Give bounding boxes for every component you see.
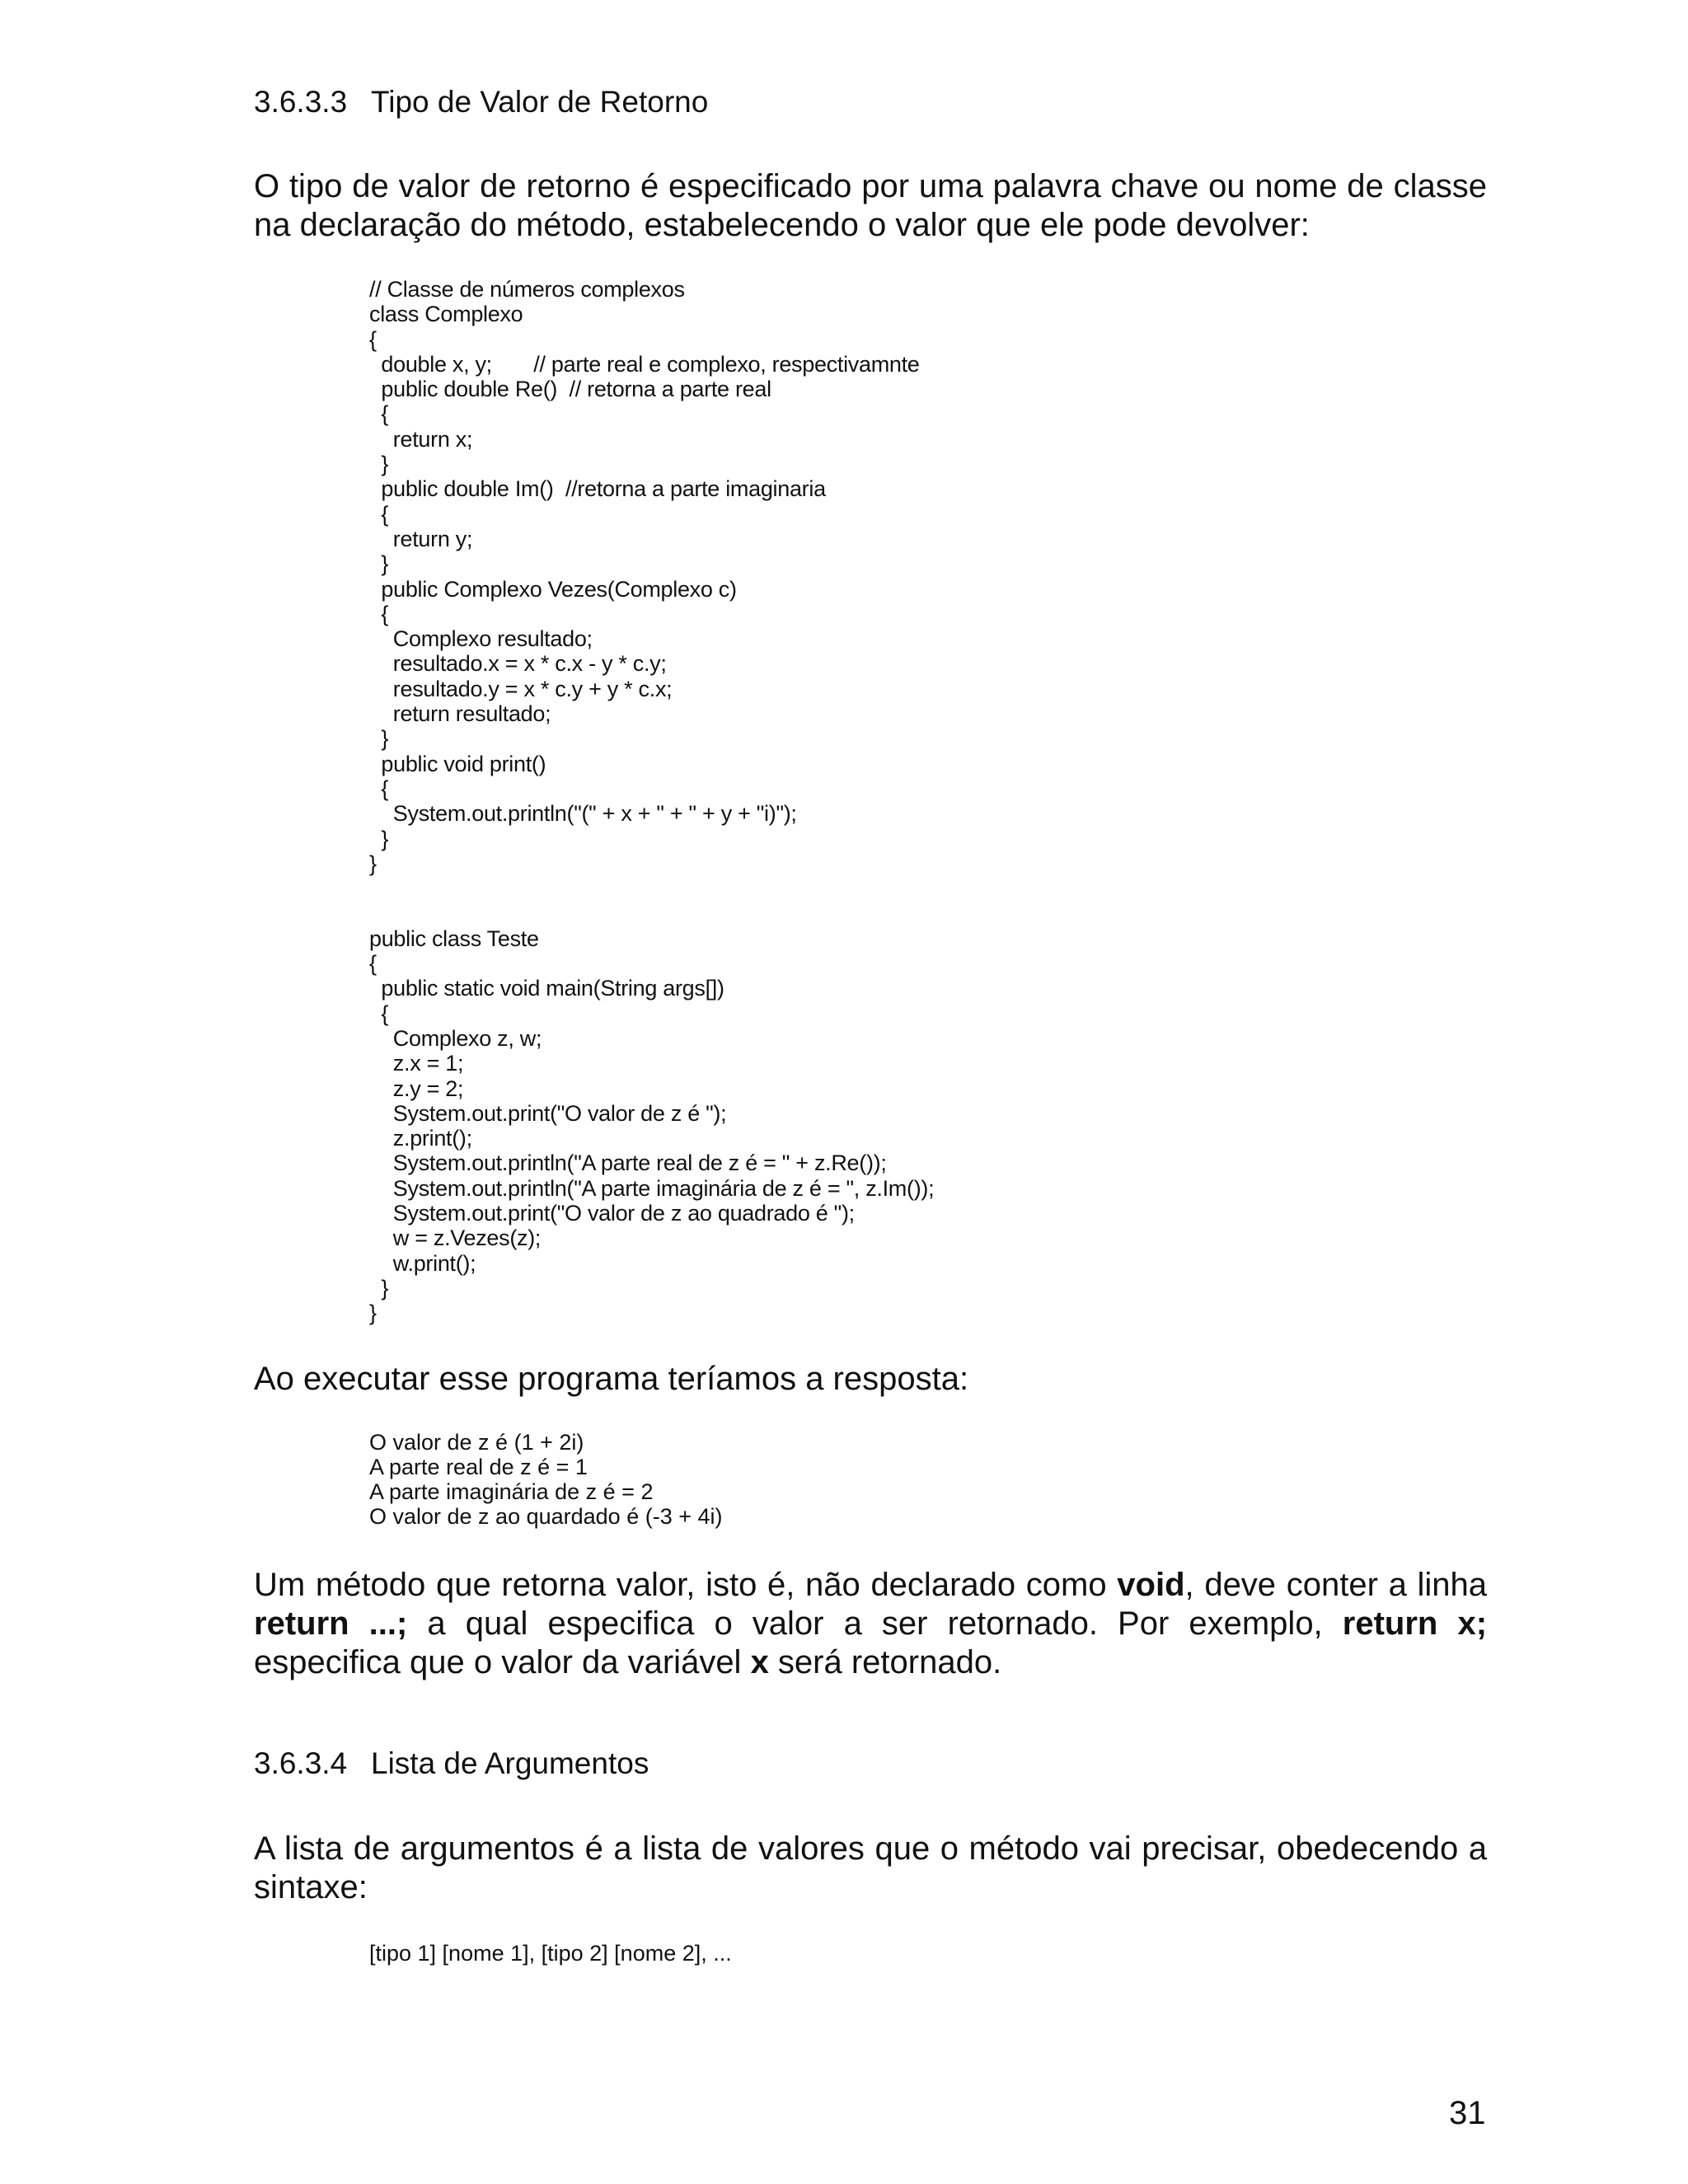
section-title: Lista de Argumentos (371, 1746, 649, 1780)
result-intro-paragraph: Ao executar esse programa teríamos a resposta: (254, 1361, 969, 1397)
code-line: return resultado; (369, 701, 551, 727)
keyword-return-x: return x; (1342, 1605, 1488, 1642)
code-line: resultado.x = x * c.x - y * c.y; (369, 651, 667, 677)
intro-paragraph: O tipo de valor de retorno é especificado por uma palavra chave ou nome de classe na declaração do método, estabelecendo o valor que ele pode devolver: (254, 168, 1487, 243)
code-line: z.y = 2; (369, 1076, 464, 1101)
return-paragraph-text-1: Um método que retorna valor, isto é, não declarado como (254, 1567, 1118, 1603)
code-line: // Classe de números complexos (369, 277, 685, 302)
return-paragraph-text-2: , deve conter a linha (1184, 1567, 1488, 1603)
code-line: public Complexo Vezes(Complexo c) (369, 576, 737, 602)
code-line: resultado.y = x * c.y + y * c.x; (369, 676, 673, 701)
code-line: z.print(); (369, 1126, 472, 1151)
args-syntax: [tipo 1] [nome 1], [tipo 2] [nome 2], ... (369, 1941, 732, 1966)
code-line: { (369, 401, 389, 427)
return-paragraph-text-5: será retornado. (768, 1644, 1002, 1680)
code-line: System.out.print("O valor de z é "); (369, 1100, 727, 1126)
code-line: } (369, 726, 389, 752)
code-line: double x, y; // parte real e complexo, respectivamnte (369, 351, 920, 377)
keyword-x: x (750, 1644, 769, 1680)
code-line: w = z.Vezes(z); (369, 1226, 542, 1251)
code-line: { (369, 501, 389, 527)
output-line: O valor de z é (1 + 2i) (369, 1430, 584, 1455)
code-block-complexo (369, 277, 934, 1325)
code-line (369, 901, 934, 926)
code-line: System.out.println("A parte imaginária de z é = ", z.Im()); (369, 1175, 935, 1201)
page-number: 31 (1449, 2095, 1486, 2131)
code-line: public double Im() //retorna a parte imaginaria (369, 476, 826, 502)
code-line: System.out.println("(" + x + " + " + y + "i)"); (369, 801, 797, 827)
code-line: public double Re() // retorna a parte real (369, 377, 771, 402)
section-number: 3.6.3.3 (254, 85, 348, 119)
section-number: 3.6.3.4 (254, 1746, 348, 1780)
code-line: { (369, 776, 389, 801)
return-paragraph-text-4: especifica que o valor da variável (254, 1644, 751, 1680)
code-line: z.x = 1; (369, 1051, 464, 1076)
code-line: Complexo resultado; (369, 626, 593, 652)
code-line: { (369, 951, 377, 977)
code-line: } (369, 551, 389, 577)
return-paragraph (254, 1566, 1487, 1682)
code-line: class Complexo (369, 302, 523, 327)
code-line: Complexo z, w; (369, 1025, 542, 1051)
output-line: A parte real de z é = 1 (369, 1455, 588, 1479)
code-line: } (369, 452, 389, 477)
code-line: System.out.print("O valor de z ao quadrado é "); (369, 1200, 855, 1226)
code-line: } (369, 1301, 377, 1326)
section-heading-argument-list (254, 1746, 649, 1782)
code-line: public class Teste (369, 926, 539, 951)
output-line: A parte imaginária de z é = 2 (369, 1479, 654, 1504)
keyword-void: void (1117, 1567, 1185, 1603)
return-paragraph-text-3: a qual especifica o valor a ser retornado. Por exemplo, (407, 1605, 1343, 1642)
output-line: O valor de z ao quardado é (-3 + 4i) (369, 1504, 723, 1529)
code-line: } (369, 1275, 389, 1301)
section-heading-return-type (254, 84, 708, 120)
section-title: Tipo de Valor de Retorno (371, 85, 709, 119)
code-line: public void print() (369, 751, 546, 776)
code-line: } (369, 851, 377, 876)
code-line: { (369, 326, 377, 352)
code-line: { (369, 1001, 389, 1026)
code-line: public static void main(String args[]) (369, 976, 724, 1001)
code-line (369, 876, 934, 901)
code-line: System.out.println("A parte real de z é = " + z.Re()); (369, 1151, 887, 1176)
program-output-block (369, 1430, 723, 1529)
code-line: { (369, 601, 389, 626)
code-line: return y; (369, 526, 473, 551)
code-line: w.print(); (369, 1250, 476, 1276)
code-line: } (369, 826, 389, 851)
args-paragraph: A lista de argumentos é a lista de valores que o método vai precisar, obedecendo a sintaxe: (254, 1830, 1487, 1905)
keyword-return-statement: return ...; (254, 1605, 408, 1642)
code-line: return x; (369, 426, 473, 452)
